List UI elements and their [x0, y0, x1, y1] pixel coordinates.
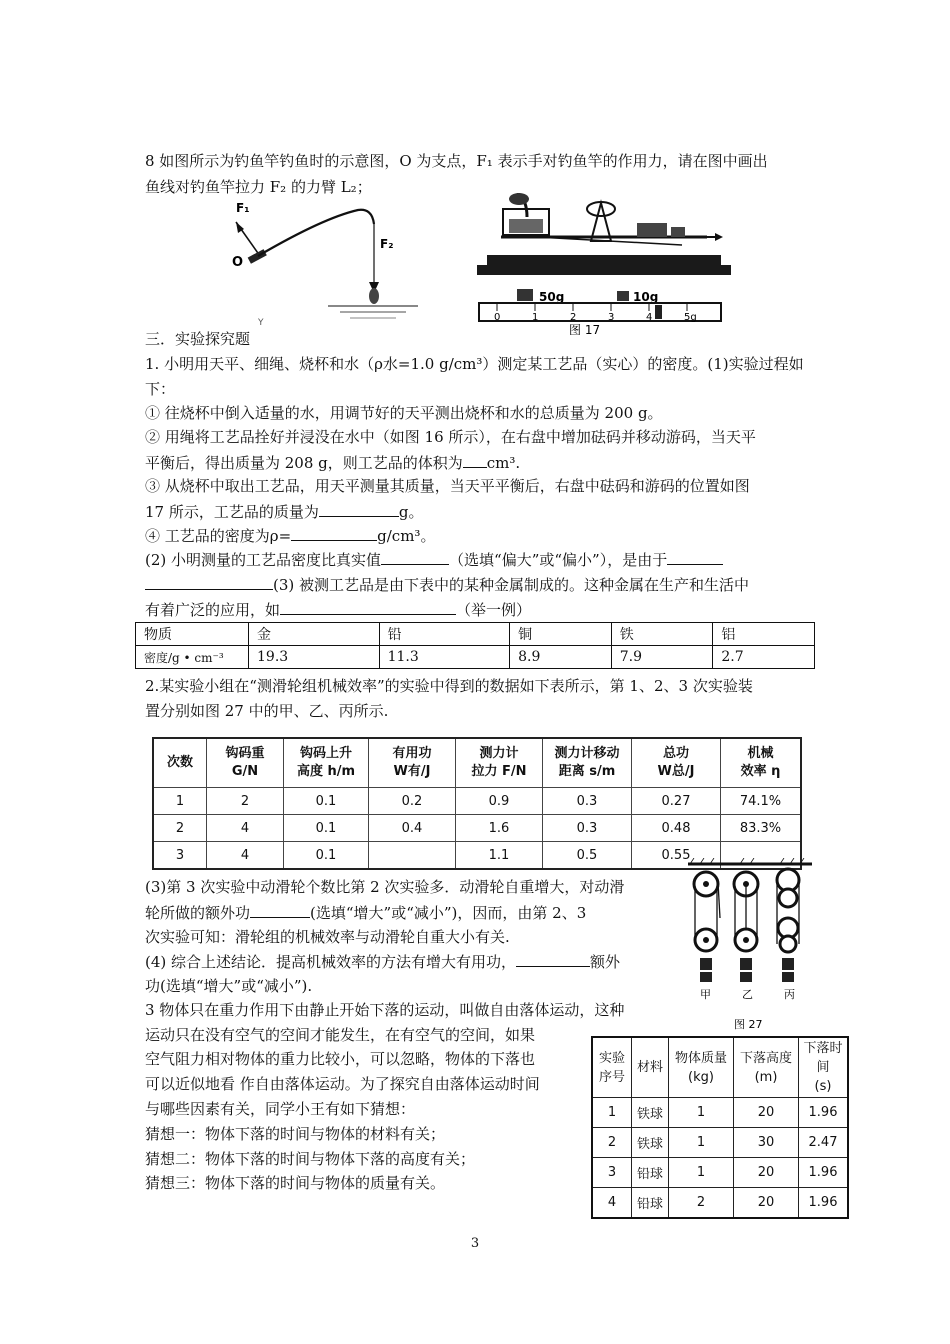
q1-line-5 [145, 453, 520, 472]
ruler-tick-0: 0 [494, 312, 501, 323]
ruler-tick-4: 4 [646, 312, 653, 323]
ruler-tick-3: 3 [608, 312, 615, 323]
table-cell: 铝 [713, 623, 815, 646]
table-cell: 2 [153, 815, 207, 842]
table-cell: 物体质量 (kg) [669, 1037, 734, 1098]
pulley-figure [680, 858, 820, 1036]
table-cell: 实验 序号 [592, 1037, 632, 1098]
q1-line-11-end: （举一例） [456, 601, 532, 619]
free-fall-table [591, 1036, 849, 1219]
table-cell: 铅 [379, 623, 510, 646]
q1-line-8-text: ④ 工艺品的密度为ρ= [145, 527, 292, 545]
table-cell: 1 [592, 1098, 632, 1128]
table-row [592, 1037, 848, 1098]
table-cell: 2.47 [799, 1128, 849, 1158]
q2-line-2: 置分别如图 27 中的甲、乙、丙所示. [145, 702, 389, 720]
pulley-label-yi: 乙 [742, 988, 753, 1001]
table-row [592, 1158, 848, 1188]
reason-blank-1[interactable] [667, 550, 723, 565]
table-cell: 3 [153, 842, 207, 870]
table-cell: 0.3 [543, 815, 632, 842]
table-cell: 材料 [632, 1037, 669, 1098]
table-cell: 测力计移动 距离 s/m [543, 738, 632, 788]
pulley-label-bing: 丙 [784, 988, 795, 1001]
table-cell: 铜 [510, 623, 612, 646]
table-cell: 2 [207, 788, 284, 815]
q2-line-5: 次实验可知：滑轮组的机械效率与动滑轮自重大小有关. [145, 928, 510, 946]
table-cell: 1.96 [799, 1098, 849, 1128]
table-cell: 0.1 [284, 788, 369, 815]
q3-line-3: 空气阻力相对物体的重力比较小，可以忽略，物体的下落也 [145, 1050, 536, 1068]
table-cell [369, 842, 456, 870]
guess-3: 猜想三：物体下落的时间与物体的质量有关。 [145, 1174, 446, 1192]
table-cell: 1.96 [799, 1188, 849, 1219]
table-cell: 测力计 拉力 F/N [456, 738, 543, 788]
table-cell: 2 [669, 1188, 734, 1219]
q1-line-7-text: 17 所示，工艺品的质量为 [145, 503, 319, 521]
table-cell: 钩码重 G/N [207, 738, 284, 788]
table-row [592, 1128, 848, 1158]
table-cell: 钩码上升 高度 h/m [284, 738, 369, 788]
q1-line-3: ① 往烧杯中倒入适量的水，用调节好的天平测出烧杯和水的总质量为 200 g。 [145, 404, 663, 422]
q1-line-10-text: (3) 被测工艺品是由下表中的某种金属制成的。这种金属在生产和生活中 [273, 576, 750, 594]
volume-blank[interactable] [463, 453, 487, 468]
extra-work-blank[interactable] [250, 903, 310, 918]
table-cell: 总功 W总/J [632, 738, 721, 788]
q8-line-1: 8 如图所示为钓鱼竿钓鱼时的示意图，O 为支点，F₁ 表示手对钓鱼竿的作用力，请在图中画出 [145, 152, 768, 170]
table-cell: 次数 [153, 738, 207, 788]
table-cell: 4 [207, 815, 284, 842]
table-cell: 0.48 [632, 815, 721, 842]
q1-line-2: 下： [145, 380, 176, 398]
table-cell: 11.3 [379, 646, 510, 669]
pivot-o-label: O [232, 255, 244, 270]
table-cell: 20 [734, 1098, 799, 1128]
table-cell: 83.3% [721, 815, 802, 842]
table-cell: 1 [669, 1128, 734, 1158]
density-table [135, 622, 815, 669]
table-cell: 20 [734, 1188, 799, 1219]
q2-line-4 [145, 903, 586, 922]
q8-line-2: 鱼线对钓鱼竿拉力 F₂ 的力臂 L₂； [145, 178, 372, 196]
pulley-label-jia: 甲 [700, 988, 711, 1001]
density-blank[interactable] [291, 526, 377, 541]
table-cell: 铁球 [632, 1128, 669, 1158]
table-cell: 4 [207, 842, 284, 870]
table-cell: 3 [592, 1158, 632, 1188]
table-cell: 74.1% [721, 788, 802, 815]
caption-fig27: 图 27 [734, 1018, 763, 1031]
table-cell: 1.1 [456, 842, 543, 870]
table-cell: 1 [669, 1158, 734, 1188]
q3-line-5: 与哪些因素有关，同学小王有如下猜想： [145, 1100, 416, 1118]
table-cell: 0.1 [284, 815, 369, 842]
table-cell: 8.9 [510, 646, 612, 669]
ruler-tick-2: 2 [570, 312, 577, 323]
table-cell: 20 [734, 1158, 799, 1188]
table-cell: 0.9 [456, 788, 543, 815]
table-cell: 0.5 [543, 842, 632, 870]
table-cell: 0.2 [369, 788, 456, 815]
q1-line-5-unit: cm³. [486, 454, 521, 472]
table-cell: 金 [249, 623, 380, 646]
table-cell: 下落时间 (s) [799, 1037, 849, 1098]
caption-fig17: 图 17 [569, 323, 601, 335]
q2-line-3: (3)第 3 次实验中动滑轮个数比第 2 次实验多．动滑轮自重增大，对动滑 [145, 878, 625, 896]
ruler-tick-1: 1 [532, 312, 539, 323]
table-row [153, 815, 801, 842]
table-cell: 物质 [136, 623, 249, 646]
q2-line-4-text: 轮所做的额外功 [145, 904, 251, 922]
table-cell: 19.3 [249, 646, 380, 669]
caption-fig16: 图 16 [571, 274, 603, 288]
weight-10g: 10g [633, 290, 659, 304]
q1-line-1: 1. 小明用天平、细绳、烧杯和水（ρ水=1.0 g/cm³）测定某工艺品（实心）的密度。(1)实验过程如 [145, 355, 804, 373]
q1-line-9-text: (2) 小明测量的工艺品密度比真实值 [145, 551, 382, 569]
q1-line-11-text: 有着广泛的应用，如 [145, 601, 281, 619]
example-blank[interactable] [280, 600, 456, 615]
q1-line-7-unit: g。 [398, 503, 424, 521]
table-cell: 2.7 [713, 646, 815, 669]
guess-2: 猜想二：物体下落的时间与物体下落的高度有关； [145, 1150, 476, 1168]
q3-line-2: 运动只在没有空气的空间才能发生，在有空气的空间，如果 [145, 1026, 536, 1044]
table-cell: 1 [669, 1098, 734, 1128]
table-cell: 7.9 [611, 646, 713, 669]
table-row [592, 1098, 848, 1128]
table-cell: 下落高度 (m) [734, 1037, 799, 1098]
table-cell: 0.55 [632, 842, 721, 870]
q2-line-6 [145, 952, 620, 971]
table-cell: 1.6 [456, 815, 543, 842]
q1-line-11 [145, 600, 531, 619]
q2-line-7: 功(选填“增大”或“减小”). [145, 977, 313, 995]
q1-line-8 [145, 526, 435, 545]
table-cell: 有用功 W有/J [369, 738, 456, 788]
q1-line-9-rest: （选填“偏大”或“偏小”），是由于 [449, 551, 668, 569]
table-row [592, 1188, 848, 1219]
table-cell: 1 [153, 788, 207, 815]
page-number: 3 [470, 1236, 480, 1251]
q2-line-6-text: (4) 综合上述结论．提高机械效率的方法有增大有用功， [145, 953, 517, 971]
table-cell: 密度/g • cm⁻³ [136, 646, 249, 669]
table-row [153, 788, 801, 815]
q1-line-4: ② 用绳将工艺品拴好并浸没在水中（如图 16 所示），在右盘中增加砝码并移动游码，当天平 [145, 428, 756, 446]
weight-50g: 50g [539, 290, 565, 304]
q3-line-1: 3 物体只在重力作用下由静止开始下落的运动，叫做自由落体运动，这种 [145, 1001, 625, 1019]
mass-blank[interactable] [319, 502, 399, 517]
table-cell: 4 [592, 1188, 632, 1219]
q2-line-6-end: 额外 [590, 953, 621, 971]
q3-line-4: 可以近似地看 作自由落体运动。为了探究自由落体运动时间 [145, 1075, 540, 1093]
table-cell: 1.96 [799, 1158, 849, 1188]
table-row [136, 623, 815, 646]
f1-label: F₁ [236, 201, 250, 215]
reason-blank-2[interactable] [145, 575, 273, 590]
q2-line-4-rest: (选填“增大”或“减小”)，因而，由第 2、3 [310, 904, 587, 922]
f2-label: F₂ [380, 237, 394, 251]
method-blank[interactable] [516, 952, 590, 967]
efficiency-table [152, 737, 802, 870]
table-cell: 机械 效率 η [721, 738, 802, 788]
table-cell: 铁 [611, 623, 713, 646]
table-cell: 0.3 [543, 788, 632, 815]
q1-line-5-text: 平衡后，得出质量为 208 g，则工艺品的体积为 [145, 454, 463, 472]
table-row [153, 738, 801, 788]
table-cell: 0.1 [284, 842, 369, 870]
q2-line-1: 2.某实验小组在“测滑轮组机械效率”的实验中得到的数据如下表所示，第 1、2、3 次实验装 [145, 677, 753, 695]
q1-line-7 [145, 502, 423, 521]
section-title: 三．实验探究题 [145, 330, 251, 348]
table-cell: 0.27 [632, 788, 721, 815]
compare-blank[interactable] [381, 550, 449, 565]
balance-figure [477, 193, 731, 335]
table-row [136, 646, 815, 669]
table-cell: 0.4 [369, 815, 456, 842]
table-cell: 铅球 [632, 1188, 669, 1219]
q1-line-10 [145, 575, 749, 594]
guess-1: 猜想一：物体下落的时间与物体的材料有关； [145, 1125, 446, 1143]
table-cell: 铁球 [632, 1098, 669, 1128]
table-cell: 2 [592, 1128, 632, 1158]
table-cell: 30 [734, 1128, 799, 1158]
fishing-rod-figure [228, 196, 418, 326]
q1-line-9 [145, 550, 723, 569]
table-cell: 铅球 [632, 1158, 669, 1188]
svg-text:Y: Y [258, 318, 264, 326]
ruler-tick-5: 5g [684, 312, 697, 323]
q1-line-6: ③ 从烧杯中取出工艺品，用天平测量其质量，当天平平衡后，右盘中砝码和游码的位置如图 [145, 477, 750, 495]
q1-line-8-unit: g/cm³。 [377, 527, 436, 545]
